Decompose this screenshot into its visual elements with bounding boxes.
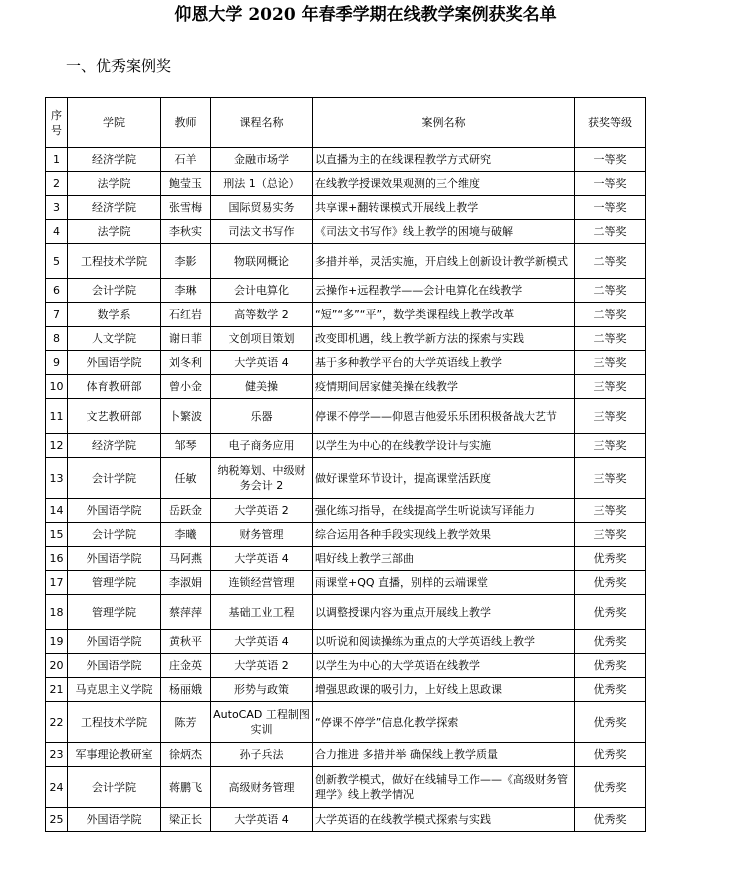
cell-course: 大学英语 2 bbox=[211, 654, 313, 678]
cell-college: 外国语学院 bbox=[68, 351, 161, 375]
table-row bbox=[46, 808, 646, 832]
cell-award-level: 三等奖 bbox=[575, 523, 646, 547]
cell-index: 20 bbox=[46, 654, 68, 678]
cell-case-name: 强化练习指导，在线提高学生听说读写译能力 bbox=[313, 499, 575, 523]
cell-college: 会计学院 bbox=[68, 767, 161, 808]
cell-course: 电子商务应用 bbox=[211, 434, 313, 458]
cell-award-level: 优秀奖 bbox=[575, 767, 646, 808]
cell-award-level: 优秀奖 bbox=[575, 808, 646, 832]
table-row bbox=[46, 244, 646, 279]
table-row bbox=[46, 678, 646, 702]
table-row bbox=[46, 196, 646, 220]
cell-teacher: 马阿燕 bbox=[161, 547, 211, 571]
cell-course: AutoCAD 工程制图实训 bbox=[211, 702, 313, 743]
table-row bbox=[46, 375, 646, 399]
cell-case-name: 以学生为中心的在线教学设计与实施 bbox=[313, 434, 575, 458]
cell-college: 法学院 bbox=[68, 172, 161, 196]
cell-index: 18 bbox=[46, 595, 68, 630]
cell-index: 21 bbox=[46, 678, 68, 702]
header-index: 序号 bbox=[46, 98, 68, 148]
cell-teacher: 黄秋平 bbox=[161, 630, 211, 654]
cell-award-level: 优秀奖 bbox=[575, 630, 646, 654]
table-row bbox=[46, 458, 646, 499]
cell-award-level: 优秀奖 bbox=[575, 654, 646, 678]
cell-index: 23 bbox=[46, 743, 68, 767]
table-row bbox=[46, 327, 646, 351]
section-heading: 一、优秀案例奖 bbox=[66, 57, 172, 75]
cell-award-level: 优秀奖 bbox=[575, 743, 646, 767]
cell-award-level: 优秀奖 bbox=[575, 702, 646, 743]
cell-index: 12 bbox=[46, 434, 68, 458]
cell-award-level: 一等奖 bbox=[575, 148, 646, 172]
cell-course: 高级财务管理 bbox=[211, 767, 313, 808]
cell-teacher: 李琳 bbox=[161, 279, 211, 303]
cell-index: 9 bbox=[46, 351, 68, 375]
cell-teacher: 庄金英 bbox=[161, 654, 211, 678]
cell-college: 管理学院 bbox=[68, 595, 161, 630]
cell-index: 24 bbox=[46, 767, 68, 808]
cell-index: 3 bbox=[46, 196, 68, 220]
cell-case-name: 基于多种教学平台的大学英语线上教学 bbox=[313, 351, 575, 375]
cell-teacher: 徐炳杰 bbox=[161, 743, 211, 767]
cell-course: 文创项目策划 bbox=[211, 327, 313, 351]
cell-course: 大学英语 4 bbox=[211, 630, 313, 654]
cell-teacher: 李曦 bbox=[161, 523, 211, 547]
awards-table bbox=[45, 97, 646, 832]
cell-case-name: 综合运用各种手段实现线上教学效果 bbox=[313, 523, 575, 547]
cell-award-level: 三等奖 bbox=[575, 499, 646, 523]
cell-teacher: 蔡萍萍 bbox=[161, 595, 211, 630]
cell-course: 形势与政策 bbox=[211, 678, 313, 702]
table-row bbox=[46, 303, 646, 327]
cell-college: 经济学院 bbox=[68, 434, 161, 458]
cell-course: 大学英语 4 bbox=[211, 351, 313, 375]
cell-teacher: 岳跃金 bbox=[161, 499, 211, 523]
cell-award-level: 三等奖 bbox=[575, 399, 646, 434]
cell-course: 物联网概论 bbox=[211, 244, 313, 279]
table-row bbox=[46, 630, 646, 654]
table-row bbox=[46, 523, 646, 547]
cell-course: 会计电算化 bbox=[211, 279, 313, 303]
cell-case-name: 大学英语的在线教学模式探索与实践 bbox=[313, 808, 575, 832]
cell-college: 法学院 bbox=[68, 220, 161, 244]
cell-case-name: “短”“多”“平”，数学类课程线上教学改革 bbox=[313, 303, 575, 327]
cell-award-level: 二等奖 bbox=[575, 220, 646, 244]
cell-teacher: 鲍莹玉 bbox=[161, 172, 211, 196]
cell-case-name: 在线教学授课效果观测的三个维度 bbox=[313, 172, 575, 196]
cell-case-name: 疫情期间居家健美操在线教学 bbox=[313, 375, 575, 399]
cell-college: 经济学院 bbox=[68, 148, 161, 172]
cell-course: 孙子兵法 bbox=[211, 743, 313, 767]
table-row bbox=[46, 499, 646, 523]
cell-index: 19 bbox=[46, 630, 68, 654]
cell-course: 金融市场学 bbox=[211, 148, 313, 172]
cell-teacher: 梁正长 bbox=[161, 808, 211, 832]
cell-teacher: 张雪梅 bbox=[161, 196, 211, 220]
table-row bbox=[46, 351, 646, 375]
cell-college: 军事理论教研室 bbox=[68, 743, 161, 767]
cell-case-name: 以听说和阅读操练为重点的大学英语线上教学 bbox=[313, 630, 575, 654]
cell-college: 外国语学院 bbox=[68, 630, 161, 654]
table-row bbox=[46, 571, 646, 595]
cell-teacher: 卜繁波 bbox=[161, 399, 211, 434]
cell-college: 经济学院 bbox=[68, 196, 161, 220]
cell-teacher: 任敏 bbox=[161, 458, 211, 499]
cell-case-name: 增强思政课的吸引力，上好线上思政课 bbox=[313, 678, 575, 702]
cell-course: 连锁经营管理 bbox=[211, 571, 313, 595]
cell-award-level: 二等奖 bbox=[575, 327, 646, 351]
cell-case-name: 云操作+远程教学——会计电算化在线教学 bbox=[313, 279, 575, 303]
cell-case-name: 创新教学模式，做好在线辅导工作——《高级财务管理学》线上教学情况 bbox=[313, 767, 575, 808]
cell-index: 16 bbox=[46, 547, 68, 571]
cell-teacher: 李秋实 bbox=[161, 220, 211, 244]
cell-case-name: 雨课堂+QQ 直播，别样的云端课堂 bbox=[313, 571, 575, 595]
cell-teacher: 石红岩 bbox=[161, 303, 211, 327]
cell-award-level: 优秀奖 bbox=[575, 571, 646, 595]
cell-course: 国际贸易实务 bbox=[211, 196, 313, 220]
cell-award-level: 优秀奖 bbox=[575, 547, 646, 571]
cell-college: 外国语学院 bbox=[68, 499, 161, 523]
cell-college: 体育教研部 bbox=[68, 375, 161, 399]
cell-award-level: 优秀奖 bbox=[575, 678, 646, 702]
cell-teacher: 石羊 bbox=[161, 148, 211, 172]
cell-college: 管理学院 bbox=[68, 571, 161, 595]
cell-index: 13 bbox=[46, 458, 68, 499]
cell-teacher: 刘冬利 bbox=[161, 351, 211, 375]
cell-award-level: 二等奖 bbox=[575, 279, 646, 303]
cell-case-name: 改变即机遇，线上教学新方法的探索与实践 bbox=[313, 327, 575, 351]
cell-index: 11 bbox=[46, 399, 68, 434]
cell-case-name: 停课不停学——仰恩吉他爱乐乐团积极备战大艺节 bbox=[313, 399, 575, 434]
cell-college: 会计学院 bbox=[68, 458, 161, 499]
cell-case-name: “停课不停学”信息化教学探索 bbox=[313, 702, 575, 743]
cell-course: 大学英语 4 bbox=[211, 547, 313, 571]
cell-index: 14 bbox=[46, 499, 68, 523]
cell-index: 10 bbox=[46, 375, 68, 399]
cell-index: 6 bbox=[46, 279, 68, 303]
cell-case-name: 共享课+翻转课模式开展线上教学 bbox=[313, 196, 575, 220]
cell-case-name: 唱好线上教学三部曲 bbox=[313, 547, 575, 571]
cell-college: 外国语学院 bbox=[68, 808, 161, 832]
header-case-name: 案例名称 bbox=[313, 98, 575, 148]
cell-college: 外国语学院 bbox=[68, 547, 161, 571]
cell-award-level: 优秀奖 bbox=[575, 595, 646, 630]
cell-teacher: 蒋鹏飞 bbox=[161, 767, 211, 808]
cell-teacher: 李淑娟 bbox=[161, 571, 211, 595]
cell-teacher: 邹琴 bbox=[161, 434, 211, 458]
cell-course: 纳税筹划、中级财务会计 2 bbox=[211, 458, 313, 499]
cell-award-level: 三等奖 bbox=[575, 458, 646, 499]
cell-college: 会计学院 bbox=[68, 523, 161, 547]
cell-award-level: 二等奖 bbox=[575, 303, 646, 327]
cell-case-name: 以学生为中心的大学英语在线教学 bbox=[313, 654, 575, 678]
table-header-row bbox=[46, 98, 646, 148]
cell-teacher: 曾小金 bbox=[161, 375, 211, 399]
table-row bbox=[46, 220, 646, 244]
cell-index: 4 bbox=[46, 220, 68, 244]
table-row bbox=[46, 434, 646, 458]
cell-course: 大学英语 4 bbox=[211, 808, 313, 832]
cell-index: 15 bbox=[46, 523, 68, 547]
cell-teacher: 陈芳 bbox=[161, 702, 211, 743]
cell-case-name: 合力推进 多措并举 确保线上教学质量 bbox=[313, 743, 575, 767]
cell-college: 文艺教研部 bbox=[68, 399, 161, 434]
cell-course: 基础工业工程 bbox=[211, 595, 313, 630]
cell-index: 25 bbox=[46, 808, 68, 832]
cell-index: 1 bbox=[46, 148, 68, 172]
cell-index: 22 bbox=[46, 702, 68, 743]
header-college: 学院 bbox=[68, 98, 161, 148]
cell-index: 8 bbox=[46, 327, 68, 351]
cell-award-level: 一等奖 bbox=[575, 196, 646, 220]
cell-case-name: 以直播为主的在线课程教学方式研究 bbox=[313, 148, 575, 172]
cell-case-name: 做好课堂环节设计，提高课堂活跃度 bbox=[313, 458, 575, 499]
cell-college: 工程技术学院 bbox=[68, 702, 161, 743]
cell-course: 司法文书写作 bbox=[211, 220, 313, 244]
cell-college: 外国语学院 bbox=[68, 654, 161, 678]
cell-teacher: 李影 bbox=[161, 244, 211, 279]
cell-case-name: 以调整授课内容为重点开展线上教学 bbox=[313, 595, 575, 630]
cell-index: 2 bbox=[46, 172, 68, 196]
cell-college: 数学系 bbox=[68, 303, 161, 327]
cell-teacher: 杨丽娥 bbox=[161, 678, 211, 702]
cell-index: 7 bbox=[46, 303, 68, 327]
cell-award-level: 三等奖 bbox=[575, 375, 646, 399]
cell-college: 人文学院 bbox=[68, 327, 161, 351]
cell-course: 刑法 1（总论） bbox=[211, 172, 313, 196]
cell-course: 乐器 bbox=[211, 399, 313, 434]
cell-award-level: 二等奖 bbox=[575, 244, 646, 279]
table-row bbox=[46, 399, 646, 434]
cell-index: 5 bbox=[46, 244, 68, 279]
cell-course: 大学英语 2 bbox=[211, 499, 313, 523]
table-row bbox=[46, 595, 646, 630]
cell-course: 健美操 bbox=[211, 375, 313, 399]
table-row bbox=[46, 743, 646, 767]
cell-award-level: 三等奖 bbox=[575, 434, 646, 458]
cell-award-level: 三等奖 bbox=[575, 351, 646, 375]
header-teacher: 教师 bbox=[161, 98, 211, 148]
cell-college: 马克思主义学院 bbox=[68, 678, 161, 702]
cell-college: 会计学院 bbox=[68, 279, 161, 303]
header-award-level: 获奖等级 bbox=[575, 98, 646, 148]
cell-index: 17 bbox=[46, 571, 68, 595]
table-row bbox=[46, 654, 646, 678]
table-row bbox=[46, 148, 646, 172]
table-row bbox=[46, 172, 646, 196]
table-row bbox=[46, 767, 646, 808]
page-title: 仰恩大学 2020 年春季学期在线教学案例获奖名单 bbox=[174, 5, 557, 25]
table-row bbox=[46, 547, 646, 571]
cell-teacher: 谢日菲 bbox=[161, 327, 211, 351]
table-row bbox=[46, 702, 646, 743]
cell-college: 工程技术学院 bbox=[68, 244, 161, 279]
cell-case-name: 多措并举，灵活实施，开启线上创新设计教学新模式 bbox=[313, 244, 575, 279]
header-course: 课程名称 bbox=[211, 98, 313, 148]
cell-award-level: 一等奖 bbox=[575, 172, 646, 196]
cell-course: 财务管理 bbox=[211, 523, 313, 547]
table-row bbox=[46, 279, 646, 303]
cell-case-name: 《司法文书写作》线上教学的困境与破解 bbox=[313, 220, 575, 244]
cell-course: 高等数学 2 bbox=[211, 303, 313, 327]
